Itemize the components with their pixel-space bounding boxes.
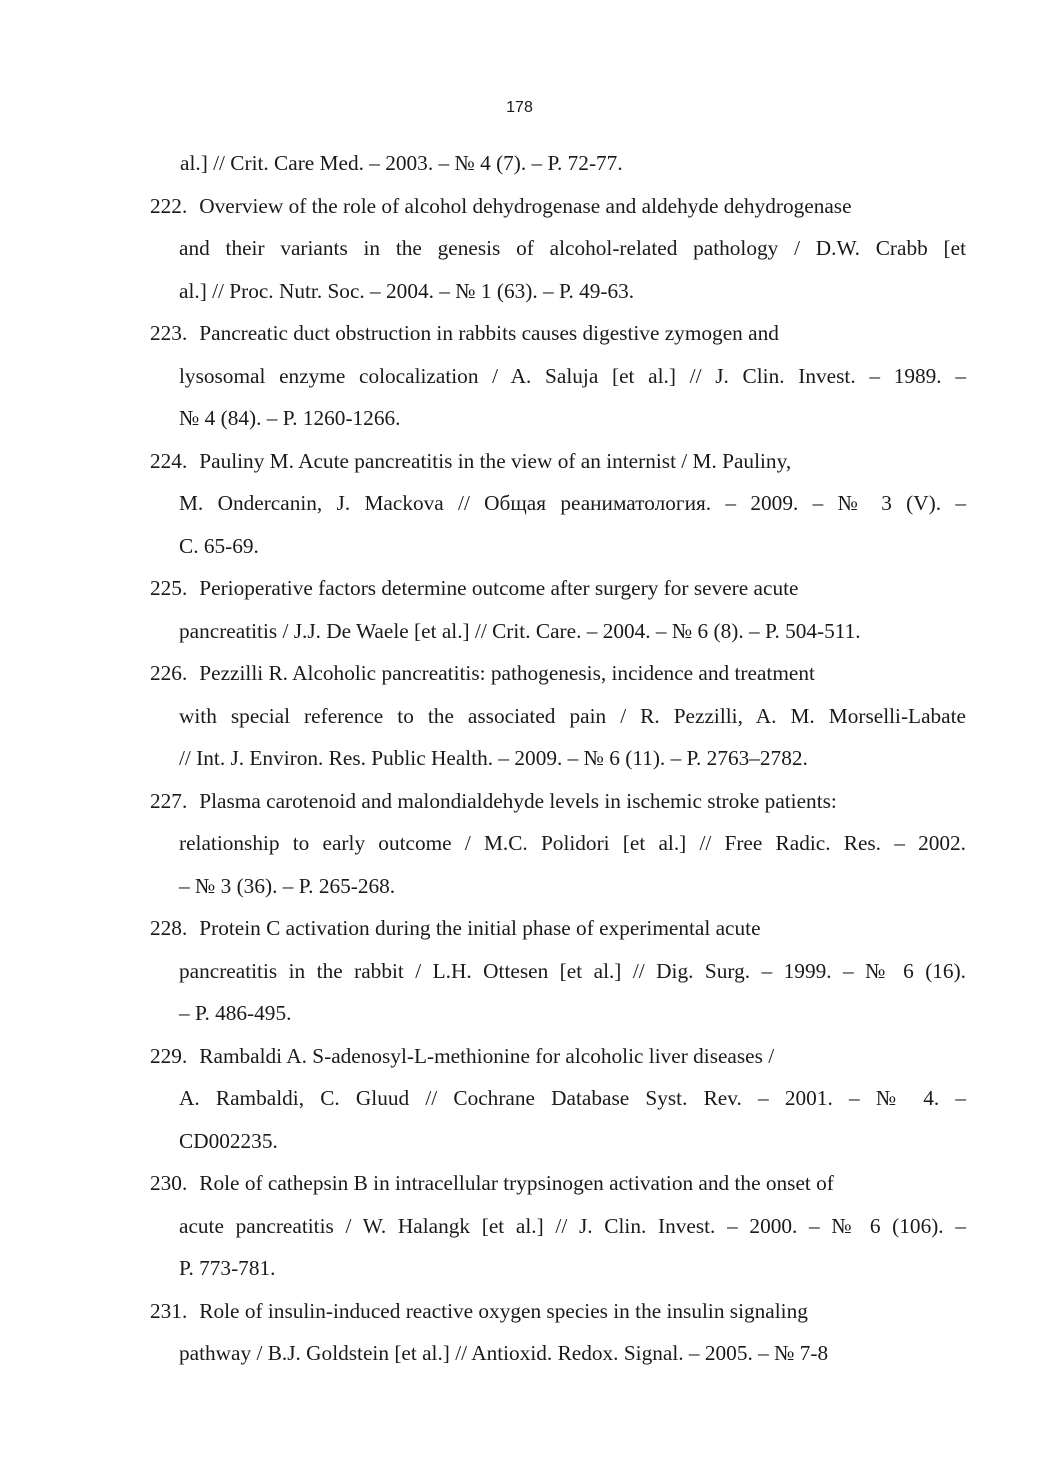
reference-line: A. Rambaldi, C. Gluud // Cochrane Database Syst. Rev. – 2001. – № 4. –	[179, 1086, 966, 1110]
reference-list	[150, 142, 966, 1375]
reference-item	[150, 440, 966, 568]
reference-item	[150, 185, 966, 313]
reference-line: – № 3 (36). – P. 265-268.	[179, 873, 396, 898]
reference-line: Protein C activation during the initial phase of experimental acute	[199, 916, 761, 940]
reference-line: M. Ondercanin, J. Mackova // Общая реаниматология. – 2009. – № 3 (V). –	[179, 491, 966, 515]
reference-line: Plasma carotenoid and malondialdehyde levels in ischemic stroke patients:	[199, 788, 837, 813]
reference-number: 229.	[150, 1043, 188, 1068]
reference-item	[150, 567, 966, 652]
reference-line: al.] // Crit. Care Med. – 2003. – № 4 (7). – P. 72-77.	[180, 151, 623, 175]
reference-item	[150, 312, 966, 440]
reference-continuation	[150, 142, 966, 185]
reference-number: 226.	[150, 661, 188, 685]
reference-line: and their variants in the genesis of alcohol-related pathology / D.W. Crabb [et	[179, 236, 966, 260]
reference-line: Pauliny M. Acute pancreatitis in the view of an internist / M. Pauliny,	[199, 448, 792, 473]
reference-line: pancreatitis in the rabbit / L.H. Ottesen [et al.] // Dig. Surg. – 1999. – № 6 (16).	[179, 958, 966, 983]
reference-item	[150, 1290, 966, 1375]
page-number: 178	[506, 99, 533, 116]
reference-line: Role of cathepsin B in intracellular trypsinogen activation and the onset of	[199, 1171, 834, 1195]
reference-line: Overview of the role of alcohol dehydrogenase and aldehyde dehydrogenase	[199, 193, 852, 218]
reference-line: Perioperative factors determine outcome after surgery for severe acute	[199, 576, 799, 600]
reference-line: Pancreatic duct obstruction in rabbits causes digestive zymogen and	[199, 321, 779, 345]
reference-item	[150, 1162, 966, 1290]
reference-line: Rambaldi A. S-adenosyl-L-methionine for alcoholic liver diseases /	[199, 1043, 775, 1068]
reference-number: 228.	[150, 916, 188, 940]
reference-line: with special reference to the associated pain / R. Pezzilli, A. M. Morselli-Labate	[179, 703, 966, 728]
reference-line: CD002235.	[179, 1128, 278, 1153]
reference-number: 225.	[150, 576, 188, 600]
reference-line: al.] // Proc. Nutr. Soc. – 2004. – № 1 (63). – P. 49-63.	[179, 278, 635, 303]
reference-line: Role of insulin-induced reactive oxygen species in the insulin signaling	[199, 1298, 808, 1323]
reference-line: pancreatitis / J.J. De Waele [et al.] // Crit. Care. – 2004. – № 6 (8). – P. 504-511.	[179, 618, 861, 643]
reference-line: С. 65-69.	[179, 533, 259, 558]
reference-line: Pezzilli R. Alcoholic pancreatitis: pathogenesis, incidence and treatment	[199, 661, 815, 685]
reference-item	[150, 907, 966, 1035]
reference-number: 223.	[150, 321, 188, 345]
reference-line: P. 773-781.	[179, 1256, 276, 1280]
reference-line: relationship to early outcome / M.C. Polidori [et al.] // Free Radic. Res. – 2002.	[179, 831, 966, 855]
reference-number: 230.	[150, 1171, 188, 1195]
reference-line: – P. 486-495.	[179, 1001, 292, 1025]
reference-line: № 4 (84). – P. 1260-1266.	[179, 406, 401, 430]
reference-number: 231.	[150, 1298, 188, 1323]
reference-item	[150, 652, 966, 780]
reference-line: acute pancreatitis / W. Halangk [et al.] // J. Clin. Invest. – 2000. – № 6 (106). –	[179, 1213, 966, 1238]
reference-item	[150, 780, 966, 908]
reference-line: // Int. J. Environ. Res. Public Health. – 2009. – № 6 (11). – P. 2763–2782.	[179, 746, 808, 770]
reference-number: 222.	[150, 193, 188, 218]
reference-line: pathway / B.J. Goldstein [et al.] // Antioxid. Redox. Signal. – 2005. – № 7-8	[179, 1341, 829, 1365]
reference-line: lysosomal enzyme colocalization / A. Saluja [et al.] // J. Clin. Invest. – 1989. –	[179, 363, 966, 388]
reference-number: 227.	[150, 788, 188, 813]
reference-item	[150, 1035, 966, 1163]
reference-number: 224.	[150, 448, 188, 473]
